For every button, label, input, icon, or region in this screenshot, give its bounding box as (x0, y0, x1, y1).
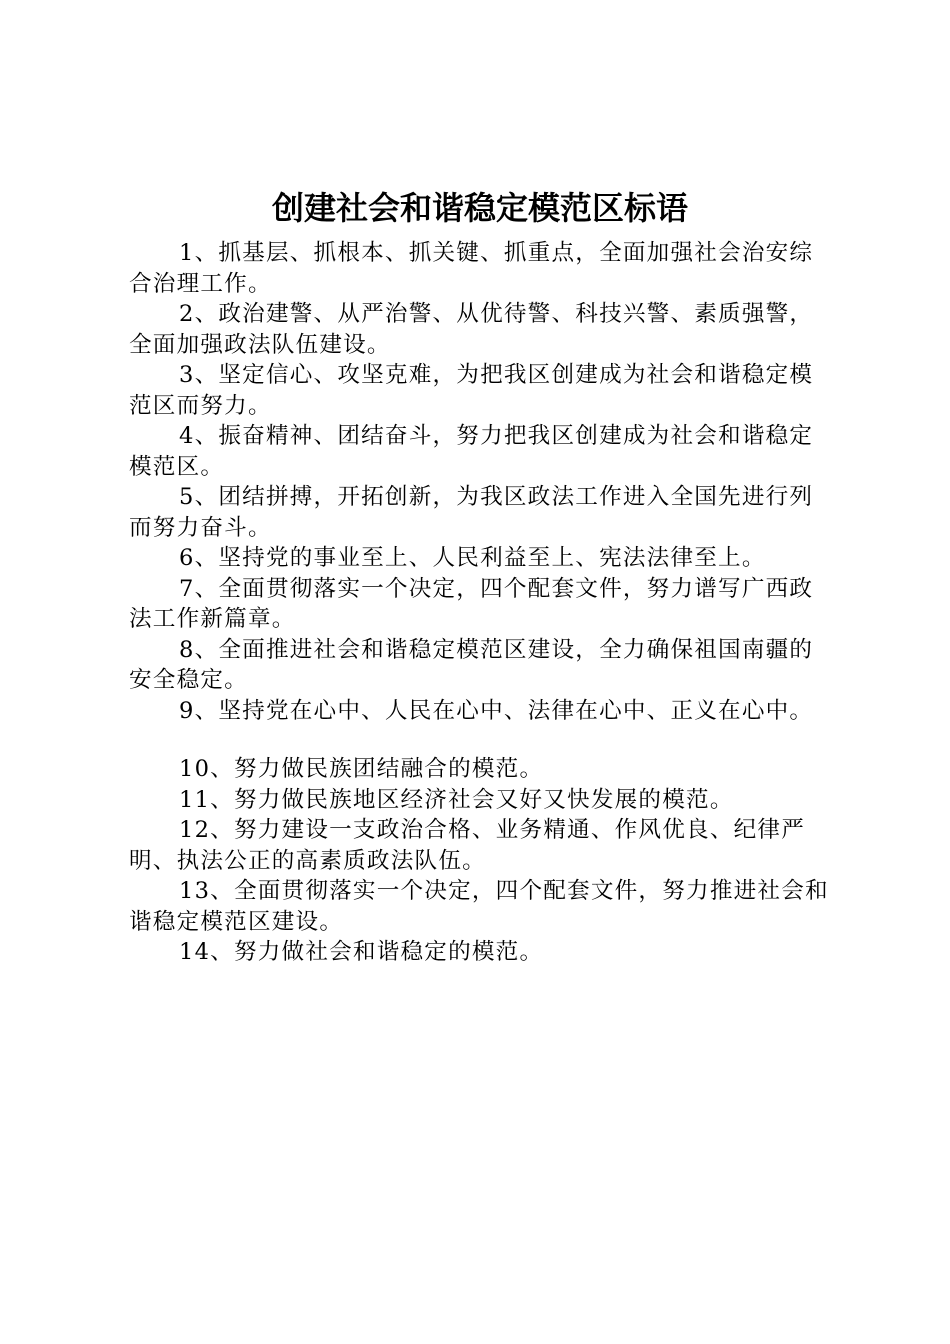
slogan-item-7: 7、全面贯彻落实一个决定，四个配套文件，努力谱写广西政法工作新篇章。 (129, 575, 814, 632)
slogan-list (129, 238, 835, 968)
slogan-item-6: 6、坚持党的事业至上、人民利益至上、宪法法律至上。 (179, 545, 766, 571)
slogan-item-13: 13、全面贯彻落实一个决定，四个配套文件，努力推进社会和谐稳定模范区建设。 (129, 878, 829, 935)
slogan-item-2: 2、政治建警、从严治警、从优待警、科技兴警、素质强警，全面加强政法队伍建设。 (129, 301, 814, 358)
slogan-item-1: 1、抓基层、抓根本、抓关键、抓重点，全面加强社会治安综合治理工作。 (129, 240, 814, 297)
slogan-item-4: 4、振奋精神、团结奋斗，努力把我区创建成为社会和谐稳定模范区。 (129, 423, 814, 480)
slogan-item-3: 3、坚定信心、攻坚克难，为把我区创建成为社会和谐稳定模范区而努力。 (129, 362, 814, 419)
slogan-item-5: 5、团结拼搏，开拓创新，为我区政法工作进入全国先进行列而努力奋斗。 (129, 484, 814, 541)
slogan-item-9: 9、坚持党在心中、人民在心中、法律在心中、正义在心中。 (179, 697, 814, 724)
slogan-item-8: 8、全面推进社会和谐稳定模范区建设，全力确保祖国南疆的安全稳定。 (129, 636, 814, 693)
document-title: 创建社会和谐稳定模范区标语 (271, 189, 688, 227)
slogan-item-12: 12、努力建设一支政治合格、业务精通、作风优良、纪律严明、执法公正的高素质政法队伍。 (129, 817, 805, 874)
slogan-item-11: 11、努力做民族地区经济社会又好又快发展的模范。 (179, 786, 734, 813)
slogan-item-10: 10、努力做民族团结融合的模范。 (179, 756, 544, 782)
slogan-item-14: 14、努力做社会和谐稳定的模范。 (179, 939, 544, 965)
